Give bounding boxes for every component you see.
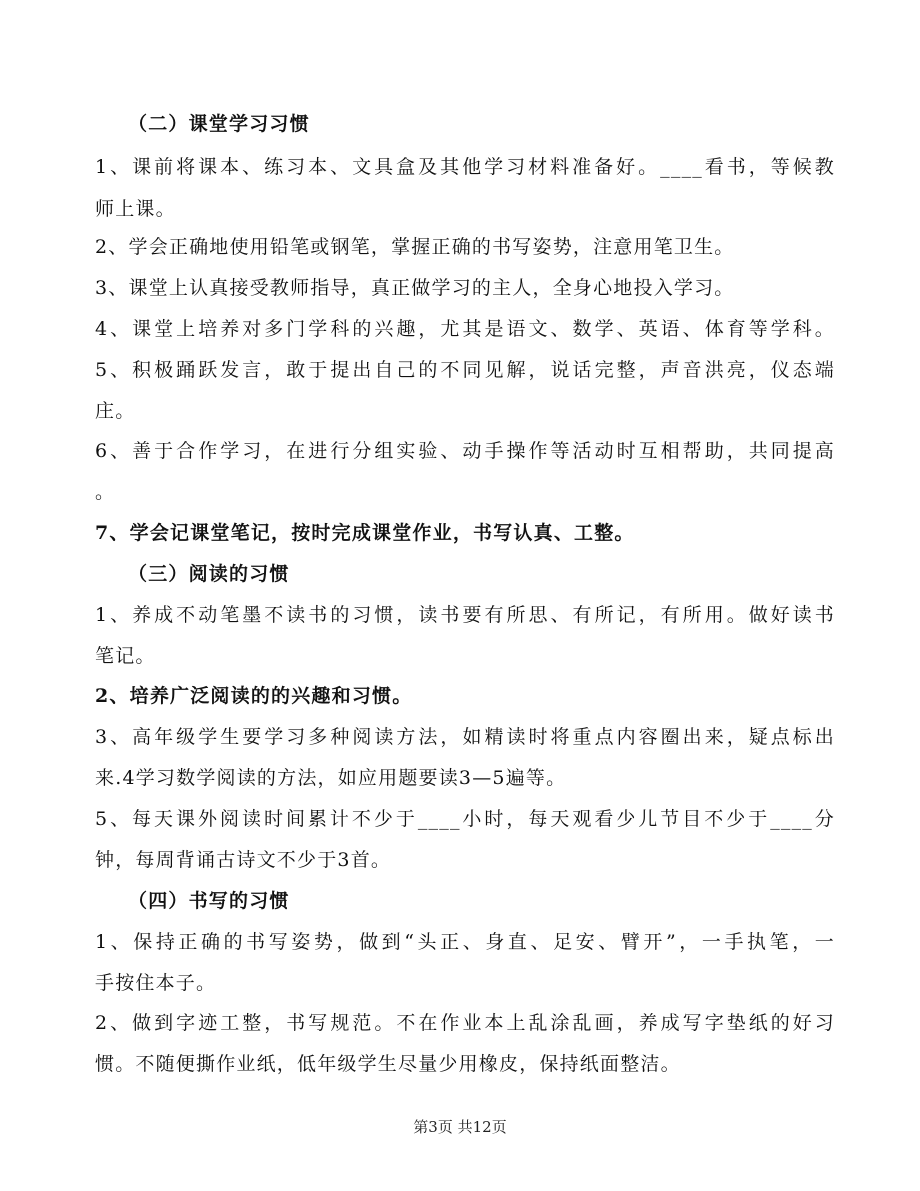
- reading-item-5-line2: 钟，每周背诵古诗文不少于3首。: [95, 849, 392, 871]
- paragraph-item-7: 7、学会记课堂笔记，按时完成课堂作业，书写认真、工整。: [95, 522, 635, 544]
- reading-item-5-line1: 5、每天课外阅读时间累计不少于____小时，每天观看少儿节目不少于____分: [95, 808, 835, 830]
- reading-item-1-line1: 1、养成不动笔墨不读书的习惯，读书要有所思、有所记，有所用。做好读书: [95, 604, 835, 626]
- writing-item-1-line2: 手按住本子。: [95, 972, 217, 994]
- reading-item-1-line2: 笔记。: [95, 645, 156, 667]
- paragraph-item-6-line2: 。: [95, 481, 116, 503]
- writing-item-2-line2: 惯。不随便撕作业纸，低年级学生尽量少用橡皮，保持纸面整洁。: [95, 1053, 681, 1075]
- page-number-footer: 第3页 共12页: [413, 1118, 507, 1136]
- paragraph-item-3: 3、课堂上认真接受教师指导，真正做学习的主人，全身心地投入学习。: [95, 277, 735, 299]
- paragraph-item-1-line1: 1、课前将课本、练习本、文具盒及其他学习材料准备好。____看书，等候教: [95, 156, 835, 178]
- reading-item-3-line2: 来.4学习数学阅读的方法，如应用题要读3—5遍等。: [95, 767, 567, 789]
- section-heading-classroom-habits: （二）课堂学习习惯: [128, 113, 310, 135]
- writing-item-2-line1: 2、做到字迹工整，书写规范。不在作业本上乱涂乱画，养成写字垫纸的好习: [95, 1012, 835, 1034]
- section-heading-reading-habits: （三）阅读的习惯: [128, 563, 290, 585]
- writing-item-1-line1: 1、保持正确的书写姿势，做到“头正、身直、足安、臂开”，一手执笔，一: [95, 931, 835, 953]
- paragraph-item-5-line1: 5、积极踊跃发言，敢于提出自己的不同见解，说话完整，声音洪亮，仪态端: [95, 359, 835, 381]
- paragraph-item-5-line2: 庄。: [95, 400, 136, 422]
- paragraph-item-2: 2、学会正确地使用铅笔或钢笔，掌握正确的书写姿势，注意用笔卫生。: [95, 236, 735, 258]
- section-heading-writing-habits: （四）书写的习惯: [128, 890, 290, 912]
- paragraph-item-1-line2: 师上课。: [95, 198, 176, 220]
- reading-item-3-line1: 3、高年级学生要学习多种阅读方法，如精读时将重点内容圈出来，疑点标出: [95, 726, 835, 748]
- reading-item-2: 2、培养广泛阅读的的兴趣和习惯。: [95, 685, 413, 707]
- paragraph-item-4: 4、课堂上培养对多门学科的兴趣，尤其是语文、数学、英语、体育等学科。: [95, 318, 835, 340]
- paragraph-item-6-line1: 6、善于合作学习，在进行分组实验、动手操作等活动时互相帮助，共同提高: [95, 440, 835, 462]
